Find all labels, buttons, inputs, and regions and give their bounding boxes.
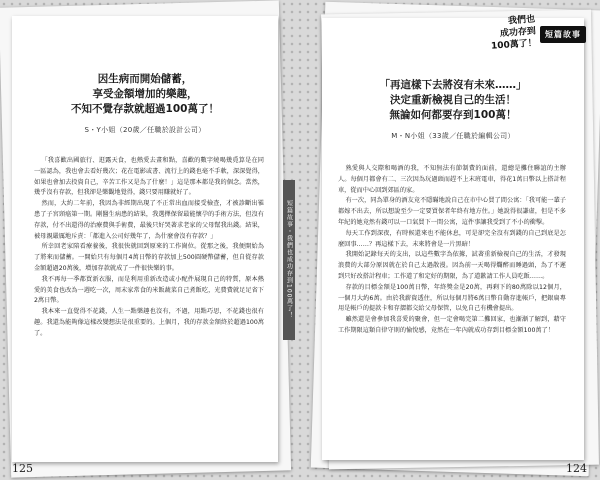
right-paragraph: 有一次，同為單身的酒友竟不隱瞞地說自己在市中心買了間公寓：「我可能一輩子都嫁不出去，所以想說至少一定要買保者年終有地方住。」她說得很謙虛，但是不多年紀的她竟然有錢可以一口氣買下一間公寓，這件事讓我受到了不小的衝擊。 [338,197,566,226]
right-headline-line: 無論如何都要存到100萬！ [389,109,517,121]
right-byline: M・N小姐（33歲／任職於編輯公司） [391,132,515,140]
left-paragraph: 所幸回老家陪看療養後，我很快就回到原來的工作崗位。從那之後，我便開始為了將來而儲蓄。一開始只有每個月4萬日幣的存款加上500圓硬幣儲蓄，但自從存款金額超過20萬後，增加存款就成了一件很快樂的事。 [34,243,264,272]
right-body [338,164,566,337]
spine-text: 短篇故事・我們也成功存到100萬了！ [285,200,293,320]
left-headline [22,72,268,135]
left-paragraph: 我不再每一季都買新衣服，而是利用重新改造或小配件展現自己的特質，原本熱愛的美食也改為一週吃一次，周末家常食的米飯蔬菜自己煮飯吃，光費費就足足省下2萬日幣。 [34,275,264,305]
right-paragraph: 每天工作到深夜，有時候還來也不能休息，可是卻完全沒有到錢的自己到底是怎麼回事……？再這樣下去，未來將會是一片黑暗！ [338,229,566,248]
right-page-number: 124 [566,462,587,475]
left-page [12,16,278,462]
left-byline: S・Y小姐（20歲／任職於設計公司） [84,126,206,134]
left-headline-line: 享受金額增加的樂趣， [92,88,198,100]
section-badge: 短篇故事 [540,26,586,43]
left-paragraph: 我本來一直覺得不花錢，人生一點樂趣也沒有，不過，用點巧思，不花錢也很有趣。我還為能夠像這樣改變想法是很重要的。上個月，我的存款金額終於超過100萬了。 [34,308,264,337]
right-headline-line: 「再這樣下去將沒有未來……」 [379,79,527,91]
spine-label [283,180,295,340]
right-headline-line: 決定重新檢視自己的生活！ [390,94,516,106]
left-page-number: 125 [12,462,33,475]
stamp-line: 100萬了！ [490,38,538,52]
stamp-line: 成功存到 [499,26,537,40]
stamp-line: 我們也 [507,14,536,27]
right-headline [332,78,574,141]
right-paragraph: 熟愛與人交際和喝酒的我，不知無法有節制費的面前，還總是攤住聯誼的主辦人。每個月都會有二、三次因為玩過頭而趕不上末班電車，得花1萬日幣以上搭計程車，從而中心回到郊區的家。 [338,165,566,194]
right-paragraph: 我開始記錄每天的支出，以這些數字為依據，試著重新檢視自己的生活，才發現浪費的大部分原因就在於自己太過散漫。因為前一天喝得爛醉而睡過頭，為了不遲到只好改搭計程車；工作道了和定好的期限，為了道歉請工作人員吃飯……。 [338,251,566,280]
left-headline-line: 不知不覺存款就超過100萬了！ [71,103,219,115]
left-body [34,156,264,340]
right-paragraph: 雖然還是會參加我喜愛的聚會，但一定會喝完第二攤回家，也漸漸了解到，藉守工作期限這類自律守則的愉悅感，竟然在一年內就成功存到目標金額100萬了！ [338,316,566,334]
section-stamp [465,14,537,55]
left-headline-line: 因生病而開始儲蓄， [97,73,193,85]
left-paragraph: 然而，大約二年前，我因為非經期出現了不正常出血而接受檢查，才被診斷出罹患了子宮頸癌第一期。剛醫生病患的結果，我選擇保留最能懷孕的手術方法，但沒有存款，付不出還得的治療費與手術費，最後只好哭著求老家的父母幫我出錢。結果，被母親嚴厲地斥責：「都進入公司好幾年了，為什麼會沒有存款？」 [34,200,264,240]
left-paragraph: 「我喜歡出國旅行、逛露天食，也熱愛去畫和點，喜歡的數字燒喝幾覓算是在同一區認為，我也會去看好幾次；花在電影或書、流行上的錢也毫不手軟，深深覺得，如果也會加去投資自己，辛苦工作又是為了什麼！」這是那本都是我的個念。當然，幾乎沒有存款，但我卻是樂觀地覺得，錢只要用賺就好了。 [34,157,264,197]
right-page [322,18,584,460]
right-paragraph: 存款的目標金額是100萬日幣，年終獎金是20萬，再剩下的80萬除以12個月，一個月大約6萬。由於我薪資透住，所以每個月將6萬日幣自動存進帳戶，把銀扁專用是帳戶的提款卡和存摺都交給父母保管，以免自己有機會提出。 [338,283,566,313]
